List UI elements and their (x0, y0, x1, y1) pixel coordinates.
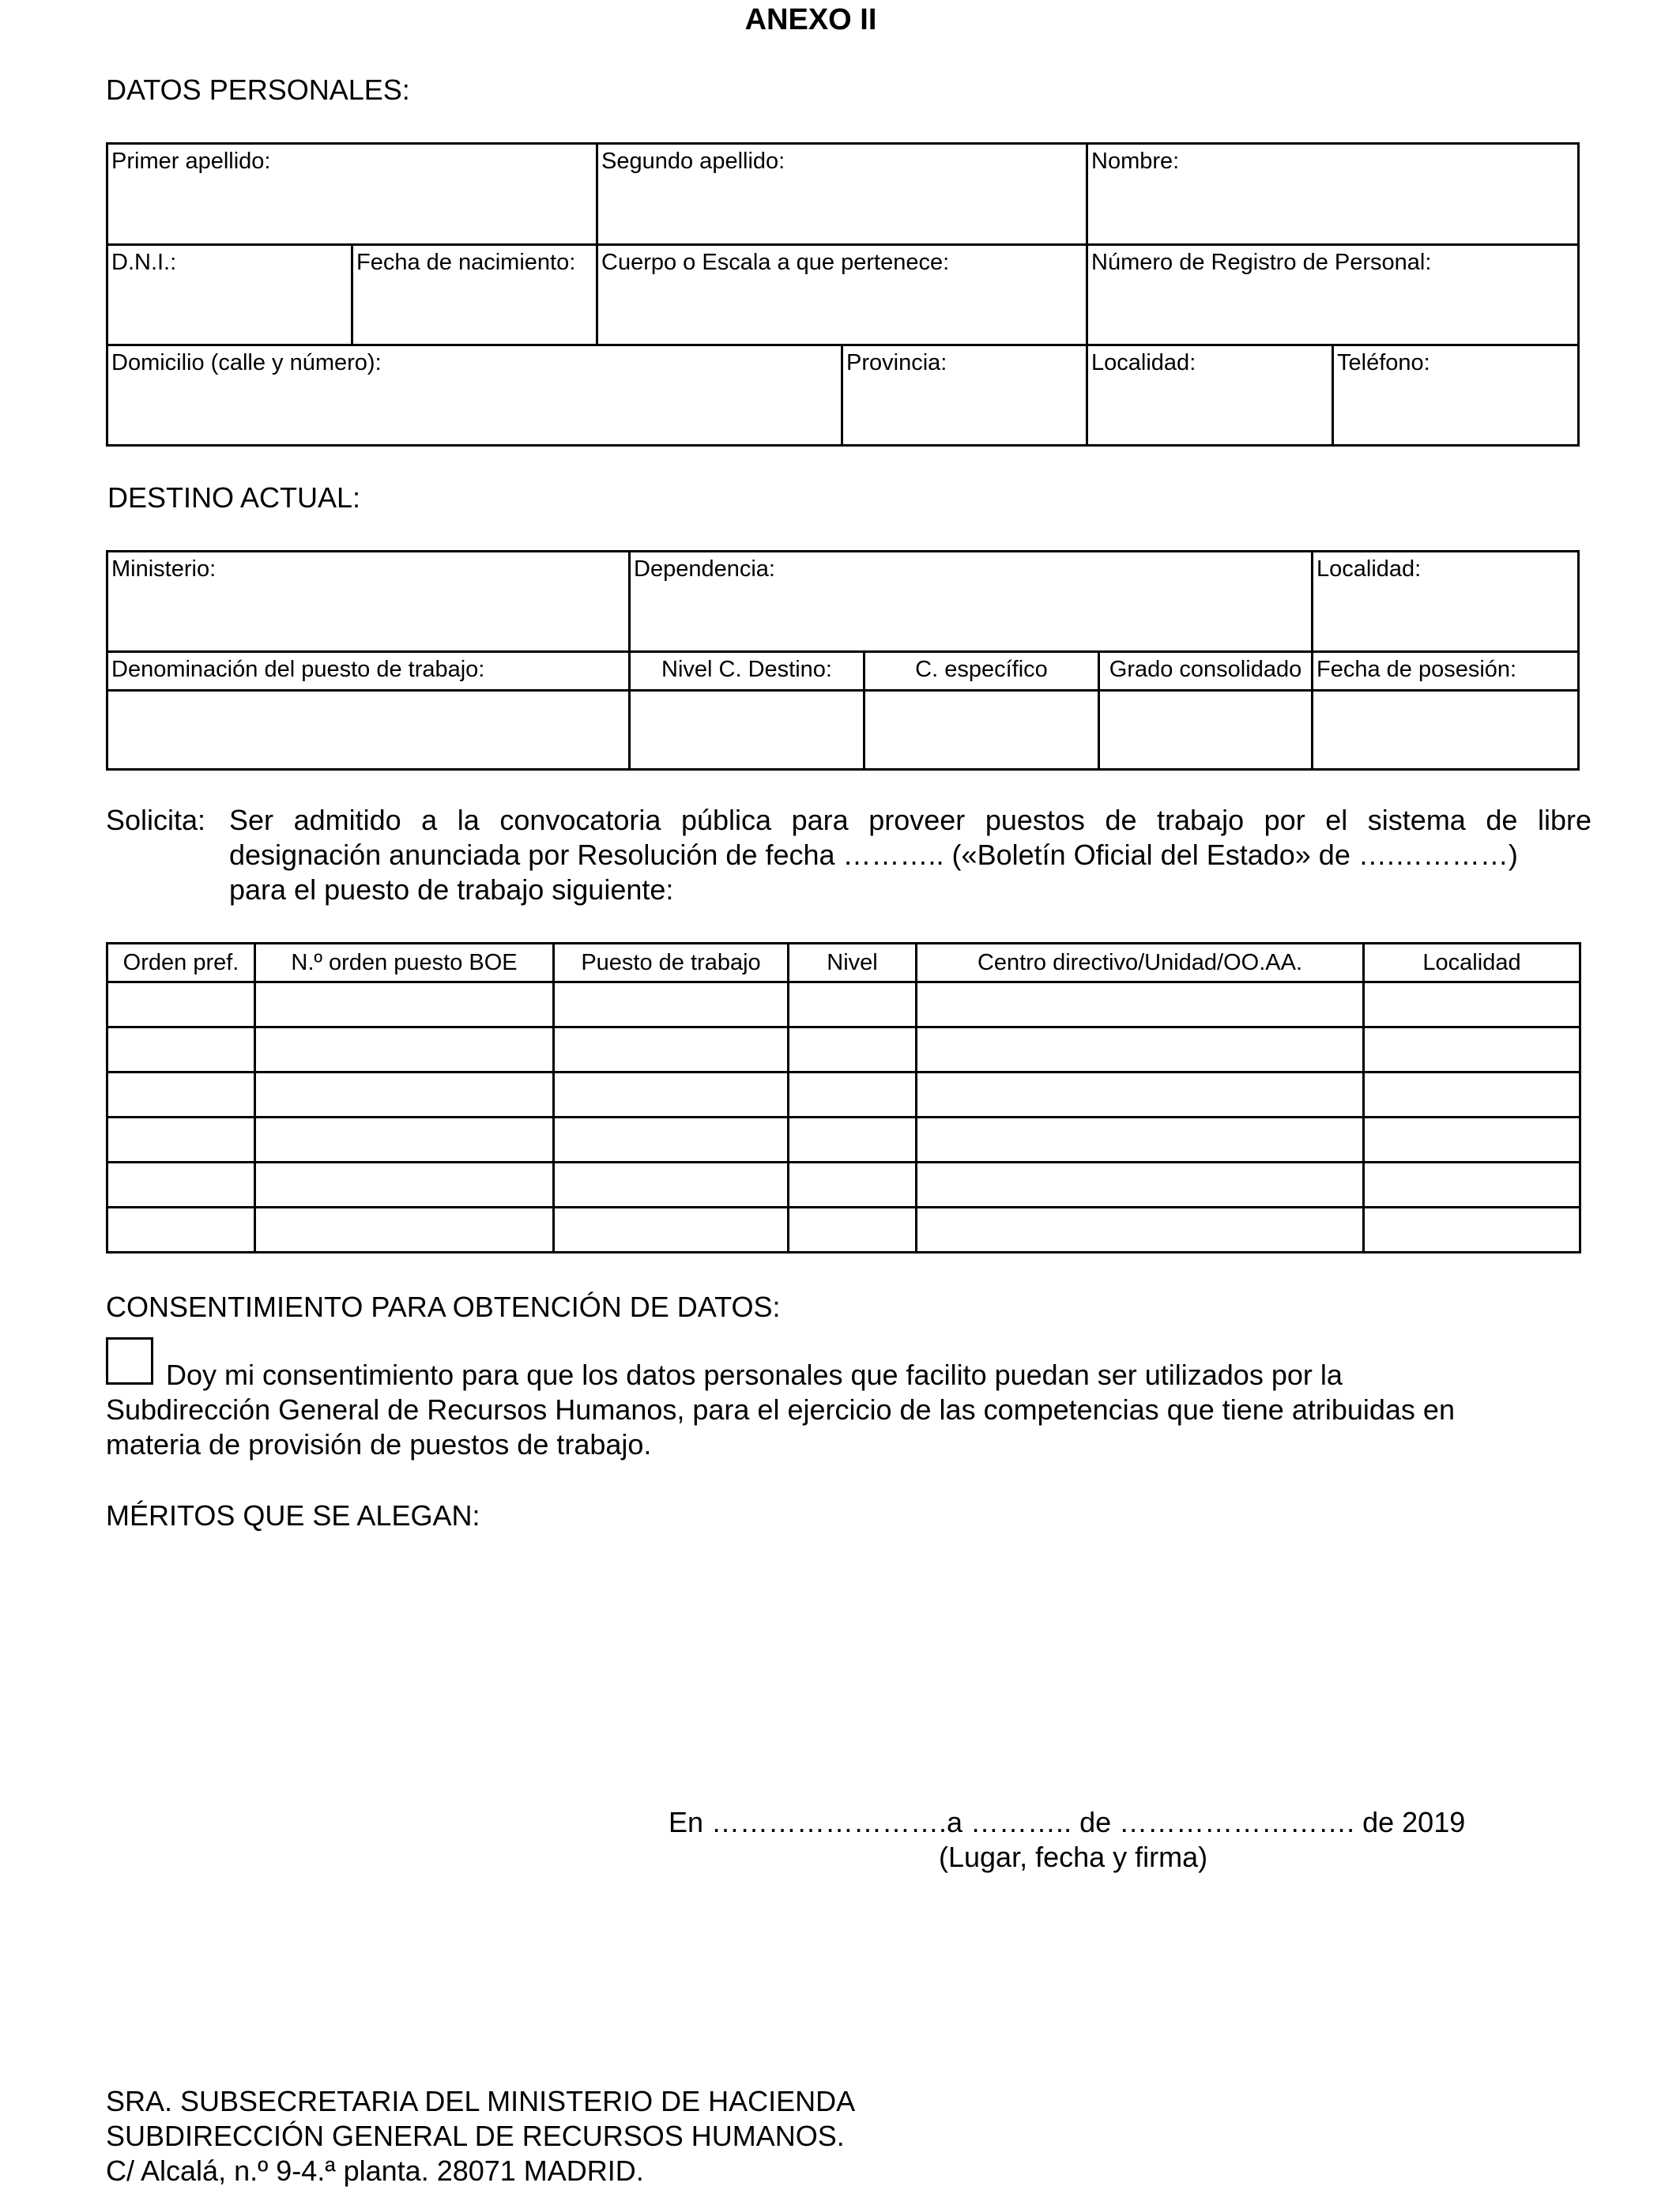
provincia-label: Provincia: (846, 350, 947, 375)
table-cell[interactable] (255, 1208, 554, 1253)
numero-registro-field[interactable] (1087, 245, 1579, 345)
table-row (107, 982, 1580, 1027)
destinatario-line-3: C/ Alcalá, n.º 9-4.ª planta. 28071 MADRID. (106, 2154, 644, 2187)
fecha-nacimiento-field[interactable] (352, 245, 597, 345)
grado-input[interactable] (1099, 691, 1313, 770)
table-cell[interactable] (107, 1208, 255, 1253)
table-cell[interactable] (1364, 1163, 1580, 1208)
firma-line: En …………………….a ……….. de ……………………. de 2019 (669, 1806, 1466, 1838)
nivel-destino-input[interactable] (630, 691, 864, 770)
table-row (107, 1072, 1580, 1118)
numero-registro-label: Número de Registro de Personal: (1091, 250, 1432, 275)
ministerio-label: Ministerio: (111, 556, 217, 582)
nivel-destino-header: Nivel C. Destino: (630, 652, 864, 691)
fecha-posesion-header: Fecha de posesión: (1313, 652, 1579, 691)
table-row (107, 1163, 1580, 1208)
table-cell[interactable] (255, 1072, 554, 1118)
destinatario-block (106, 2084, 855, 2188)
consentimiento-heading: CONSENTIMIENTO PARA OBTENCIÓN DE DATOS: (106, 1291, 781, 1323)
destinatario-line-1: SRA. SUBSECRETARIA DEL MINISTERIO DE HACIENDA (106, 2085, 856, 2117)
table-row (107, 1208, 1580, 1253)
table-cell[interactable] (789, 1163, 917, 1208)
table-cell[interactable] (255, 982, 554, 1027)
table-cell[interactable] (917, 982, 1364, 1027)
table-cell[interactable] (554, 1118, 789, 1163)
table-cell[interactable] (107, 1163, 255, 1208)
denominacion-header: Denominación del puesto de trabajo: (107, 652, 630, 691)
preferencias-table (106, 942, 1581, 1253)
table-cell[interactable] (917, 1072, 1364, 1118)
destino-actual-table (106, 550, 1580, 771)
table-cell[interactable] (1364, 982, 1580, 1027)
table-cell[interactable] (789, 1208, 917, 1253)
dni-field[interactable] (107, 245, 352, 345)
dependencia-field[interactable] (630, 552, 1313, 652)
table-cell[interactable] (1364, 1208, 1580, 1253)
table-cell[interactable] (554, 1072, 789, 1118)
meritos-heading: MÉRITOS QUE SE ALEGAN: (106, 1499, 480, 1532)
telefono-label: Teléfono: (1337, 350, 1430, 375)
telefono-field[interactable] (1333, 345, 1579, 446)
table-cell[interactable] (554, 1163, 789, 1208)
firma-caption: (Lugar, fecha y firma) (939, 1841, 1208, 1873)
table-cell[interactable] (107, 982, 255, 1027)
col-header-num-orden: N.º orden puesto BOE (255, 944, 554, 982)
localidad-destino-field[interactable] (1313, 552, 1579, 652)
table-cell[interactable] (789, 1118, 917, 1163)
ministerio-field[interactable] (107, 552, 630, 652)
c-especifico-header: C. específico (864, 652, 1099, 691)
domicilio-label: Domicilio (calle y número): (111, 350, 382, 375)
denominacion-input[interactable] (107, 691, 630, 770)
solicita-line-2: designación anunciada por Resolución de fecha ……….. («Boletín Oficial del Estado» de ….…………) (229, 839, 1518, 871)
table-cell[interactable] (789, 982, 917, 1027)
table-cell[interactable] (107, 1072, 255, 1118)
table-cell[interactable] (554, 1027, 789, 1072)
table-row (107, 1118, 1580, 1163)
consent-text (106, 1358, 1607, 1462)
domicilio-field[interactable] (107, 345, 842, 446)
col-header-puesto: Puesto de trabajo (554, 944, 789, 982)
table-cell[interactable] (1364, 1072, 1580, 1118)
solicita-block (106, 803, 1591, 907)
solicita-line-3: para el puesto de trabajo siguiente: (229, 873, 674, 906)
solicita-line-1: Ser admitido a la convocatoria pública para proveer puestos de trabajo por el sistema de libre (229, 804, 1591, 836)
localidad-label: Localidad: (1091, 350, 1196, 375)
table-cell[interactable] (255, 1118, 554, 1163)
dependencia-label: Dependencia: (634, 556, 775, 582)
cuerpo-escala-field[interactable] (597, 245, 1087, 345)
col-header-centro: Centro directivo/Unidad/OO.AA. (917, 944, 1364, 982)
table-row (107, 1027, 1580, 1072)
table-cell[interactable] (554, 982, 789, 1027)
datos-personales-heading: DATOS PERSONALES: (106, 74, 410, 106)
col-header-orden: Orden pref. (107, 944, 255, 982)
destinatario-line-2: SUBDIRECCIÓN GENERAL DE RECURSOS HUMANOS. (106, 2120, 845, 2152)
table-cell[interactable] (1364, 1027, 1580, 1072)
solicita-label: Solicita: (106, 804, 206, 836)
nombre-label: Nombre: (1091, 149, 1180, 174)
table-cell[interactable] (917, 1208, 1364, 1253)
col-header-nivel: Nivel (789, 944, 917, 982)
table-cell[interactable] (789, 1072, 917, 1118)
c-especifico-input[interactable] (864, 691, 1099, 770)
primer-apellido-label: Primer apellido: (111, 149, 271, 174)
consent-line-3: materia de provisión de puestos de trabajo. (106, 1428, 652, 1461)
localidad-field[interactable] (1087, 345, 1333, 446)
table-cell[interactable] (917, 1163, 1364, 1208)
table-cell[interactable] (789, 1027, 917, 1072)
consent-line-2: Subdirección General de Recursos Humanos, para el ejercicio de las competencias que tiene atribuidas en (106, 1393, 1455, 1426)
localidad-destino-label: Localidad: (1317, 556, 1422, 582)
table-cell[interactable] (107, 1027, 255, 1072)
segundo-apellido-label: Segundo apellido: (601, 149, 785, 174)
table-cell[interactable] (917, 1027, 1364, 1072)
page-title: ANEXO II (744, 3, 877, 36)
destino-actual-heading: DESTINO ACTUAL: (107, 481, 361, 514)
table-cell[interactable] (255, 1027, 554, 1072)
fecha-posesion-input[interactable] (1313, 691, 1579, 770)
meritos-area[interactable] (106, 1549, 1577, 1786)
table-cell[interactable] (107, 1118, 255, 1163)
consent-line-1: Doy mi consentimiento para que los datos personales que facilito puedan ser utilizados por la (166, 1359, 1343, 1391)
col-header-localidad: Localidad (1364, 944, 1580, 982)
primer-apellido-field[interactable] (107, 144, 597, 245)
fecha-nacimiento-label: Fecha de nacimiento: (356, 250, 576, 275)
table-cell[interactable] (554, 1208, 789, 1253)
grado-header: Grado consolidado (1099, 652, 1313, 691)
segundo-apellido-field[interactable] (597, 144, 1087, 245)
provincia-field[interactable] (842, 345, 1087, 446)
nombre-field[interactable] (1087, 144, 1579, 245)
table-cell[interactable] (255, 1163, 554, 1208)
firma-block (669, 1805, 1514, 1875)
dni-label: D.N.I.: (111, 250, 177, 275)
table-cell[interactable] (1364, 1118, 1580, 1163)
cuerpo-escala-label: Cuerpo o Escala a que pertenece: (601, 250, 950, 275)
table-cell[interactable] (917, 1118, 1364, 1163)
datos-personales-table (106, 142, 1580, 447)
